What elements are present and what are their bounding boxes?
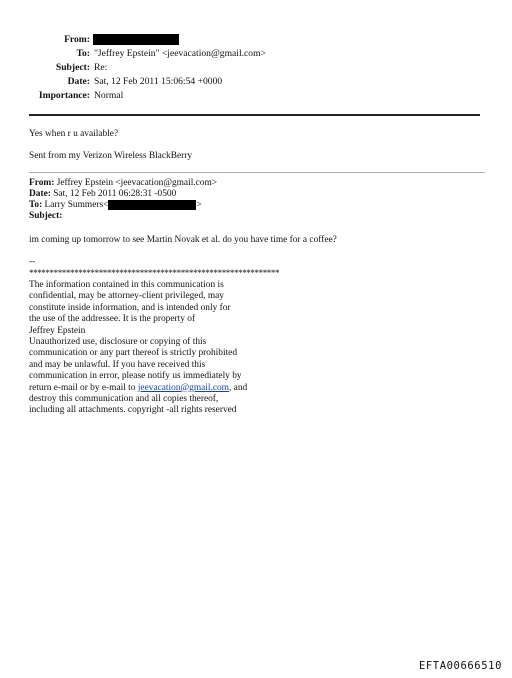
quoted-to-suffix: >: [196, 200, 202, 211]
disclaimer-line: Unauthorized use, disclosure or copying of this: [29, 337, 207, 347]
quoted-date-label: Date:: [29, 189, 51, 199]
quoted-body: im coming up tomorrow to see Martin Novak et al. do you have time for a coffee?: [29, 235, 337, 245]
disclaimer-link-suffix: , and: [228, 382, 248, 393]
disclaimer-link-line: [29, 383, 247, 394]
disclaimer-line: and may be unlawful. If you have received this: [29, 359, 206, 370]
quoted-to-label: To:: [29, 200, 43, 211]
header-importance-value: Normal: [94, 90, 124, 101]
redaction-block: [93, 34, 179, 45]
header-date-value: Sat, 12 Feb 2011 15:06:54 +0000: [94, 76, 223, 87]
disclaimer-line: destroy this communication and all copies thereof,: [29, 394, 219, 404]
disclaimer-line: communication in error, please notify us immediately by: [29, 371, 242, 382]
header-subject-label: Subject:: [55, 62, 90, 73]
header-to-label: To:: [76, 48, 90, 59]
disclaimer-link-prefix: return e-mail or by e-mail to: [29, 382, 138, 393]
reply-line-2: Sent from my Verizon Wireless BlackBerry: [29, 151, 193, 161]
quoted-from-label: From:: [29, 178, 55, 188]
disclaimer-line: communication or any part thereof is strictly prohibited: [29, 348, 238, 359]
quoted-subject-label: Subject:: [29, 211, 63, 221]
disclaimer-line: confidential, may be attorney-client privileged, may: [29, 291, 224, 302]
quoted-to-value: Larry Summers<: [44, 200, 109, 211]
email-link[interactable]: jeevacation@gmail.com: [137, 382, 229, 393]
redaction-block: [108, 200, 196, 210]
quote-divider: [29, 172, 485, 173]
disclaimer-line: The information contained in this communication is: [29, 280, 224, 290]
header-importance-label: Importance:: [38, 90, 90, 101]
quoted-subject-row: [29, 211, 62, 222]
reply-line-1: Yes when r u available?: [29, 129, 119, 139]
signature-dashes: --: [29, 257, 36, 267]
header-subject-value: Re:: [94, 62, 108, 73]
disclaimer-line: including all attachments. copyright -all rights reserved: [29, 405, 237, 416]
quoted-to-row: [29, 200, 202, 212]
header-from-label: From:: [64, 34, 90, 45]
disclaimer-line: constitute inside information, and is intended only for: [29, 302, 231, 313]
header-to-value: "Jeffrey Epstein" <jeevacation@gmail.com>: [94, 48, 266, 59]
quoted-from-row: [29, 178, 217, 189]
quoted-from-value: Jeffrey Epstein <jeevacation@gmail.com>: [56, 178, 218, 188]
disclaimer-line: the use of the addressee. It is the property of: [29, 314, 196, 325]
disclaimer-line: Jeffrey Epstein: [29, 325, 86, 336]
quoted-date-row: [29, 189, 176, 200]
header-divider: [29, 114, 480, 116]
signature-stars: *************************************************************: [29, 268, 280, 278]
quoted-date-value: Sat, 12 Feb 2011 06:28:31 -0500: [53, 189, 177, 199]
document-id: EFTA00666510: [418, 660, 502, 672]
header-date-label: Date:: [67, 76, 90, 87]
header-from-value: [93, 34, 179, 46]
